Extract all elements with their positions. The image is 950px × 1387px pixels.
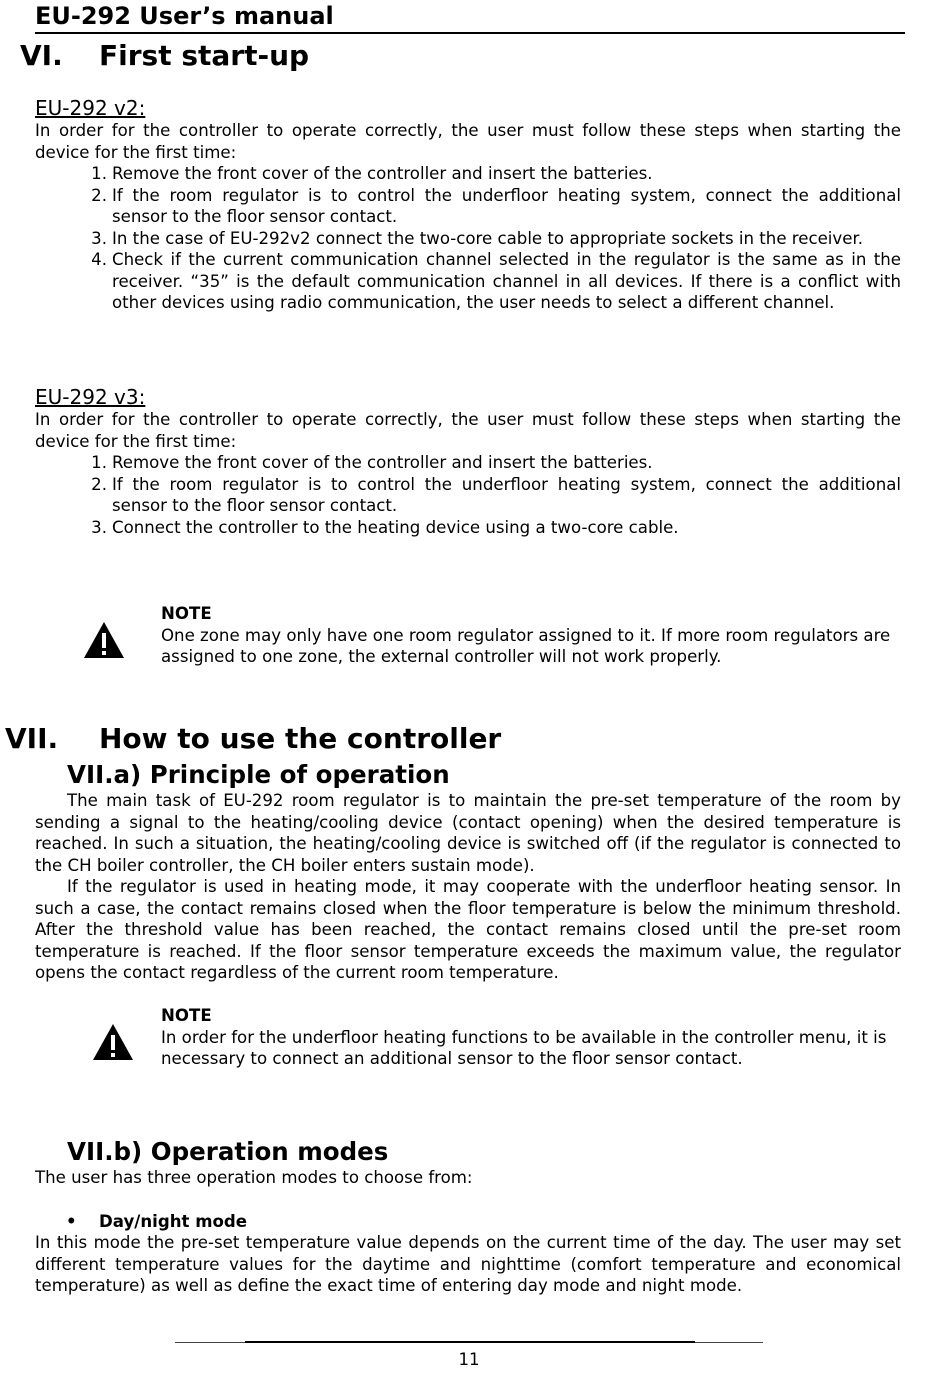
mode-title: Day/night mode bbox=[99, 1212, 248, 1231]
intro-v2: In order for the controller to operate correctly, the user must follow these steps when starting the device for the first time: bbox=[35, 121, 901, 162]
running-header: EU-292 User’s manual bbox=[35, 2, 334, 30]
steps-list-v2 bbox=[35, 163, 901, 314]
note-text: One zone may only have one room regulator assigned to it. If more room regulators are assigned to one zone, the external controller will not work properly. bbox=[161, 625, 891, 666]
subsection-heading-principle: VII.a) Principle of operation bbox=[67, 760, 450, 789]
footer-rule-bold bbox=[245, 1341, 695, 1343]
page-number: 11 bbox=[458, 1350, 480, 1369]
warning-icon bbox=[82, 620, 126, 660]
list-item: 4. Check if the current communication channel selected in the regulator is the same as in the receiver. “35” is the default communication channel in all devices. If there is a conflict with other devices using radio communication, the user needs to select a different channel. bbox=[91, 250, 901, 312]
section-title: How to use the controller bbox=[99, 722, 502, 755]
paragraph-principle-2: If the regulator is used in heating mode, it may cooperate with the underfloor heating sensor. In such a case, the contact remains closed when the floor temperature is below the minimum threshold. After the threshold value has been reached, the contact remains closed until the pre-set room temperature is reached. If the floor sensor temperature exceeds the maximum value, the regulator opens the contact regardless of the current room temperature. bbox=[35, 877, 901, 982]
list-item: 2. If the room regulator is to control the underfloor heating system, connect the additional sensor to the floor sensor contact. bbox=[91, 185, 901, 226]
header-rule bbox=[35, 32, 905, 34]
paragraph-day-night: In this mode the pre-set temperature value depends on the current time of the day. The user may set different temperature values for the daytime and nighttime (comfort temperature and economical temperature) as well as define the exact time of entering day mode and night mode. bbox=[35, 1233, 901, 1295]
list-item: 3. Connect the controller to the heating device using a two-core cable. bbox=[91, 517, 679, 537]
note-block-zone bbox=[161, 603, 901, 668]
note-text: In order for the underfloor heating functions to be available in the controller menu, it is necessary to connect an additional sensor to the floor sensor contact. bbox=[161, 1027, 887, 1068]
note-block-underfloor bbox=[161, 1005, 901, 1070]
bullet-day-night-mode bbox=[66, 1211, 247, 1233]
list-item: 1. Remove the front cover of the controller and insert the batteries. bbox=[91, 164, 653, 183]
list-item: 1. Remove the front cover of the controller and insert the batteries. bbox=[91, 453, 653, 472]
section-heading-first-start-up bbox=[20, 38, 309, 74]
note-title: NOTE bbox=[161, 604, 212, 623]
section-number: VII. bbox=[5, 722, 59, 755]
section-title: First start-up bbox=[99, 39, 310, 72]
section-heading-how-to-use bbox=[5, 721, 501, 757]
paragraph-principle-1: The main task of EU-292 room regulator is to maintain the pre-set temperature of the room by sending a signal to the heating/cooling device (contact opening) when the desired temperature is reached. In such a situation, the heating/cooling device is switched off (if the regulator is connected to the CH boiler controller, the CH boiler enters sustain mode). bbox=[35, 791, 901, 875]
section-number: VI. bbox=[20, 39, 63, 72]
paragraph-modes-intro: The user has three operation modes to choose from: bbox=[35, 1168, 473, 1187]
bullet-icon: • bbox=[66, 1212, 77, 1231]
subheading-v2: EU-292 v2: bbox=[35, 96, 146, 120]
intro-v3: In order for the controller to operate correctly, the user must follow these steps when starting the device for the first time: bbox=[35, 410, 901, 451]
subsection-heading-modes: VII.b) Operation modes bbox=[67, 1137, 389, 1166]
steps-list-v3 bbox=[35, 452, 901, 538]
subheading-v3: EU-292 v3: bbox=[35, 385, 146, 409]
warning-icon bbox=[91, 1022, 135, 1062]
note-title: NOTE bbox=[161, 1006, 212, 1025]
list-item: 2. If the room regulator is to control the underfloor heating system, connect the additional sensor to the floor sensor contact. bbox=[91, 474, 901, 515]
list-item: 3. In the case of EU-292v2 connect the two-core cable to appropriate sockets in the receiver. bbox=[91, 228, 864, 248]
